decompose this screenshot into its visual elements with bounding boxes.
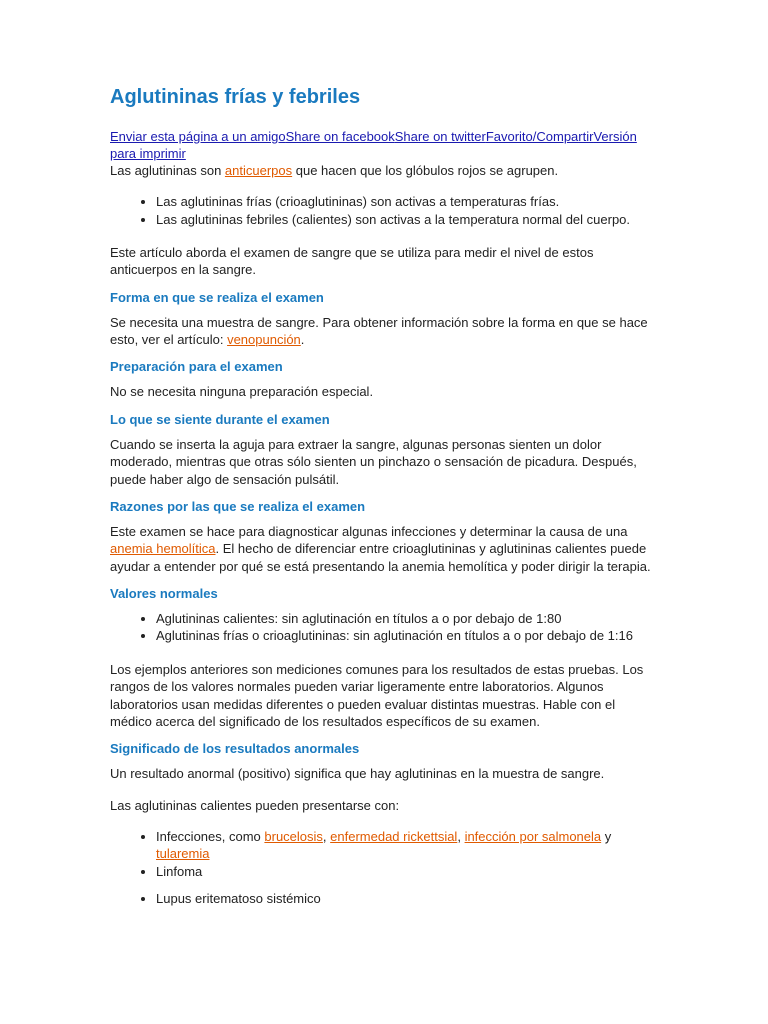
razones-text: Este examen se hace para diagnosticar algunas infecciones y determinar la causa de una: [110, 524, 628, 540]
section-heading-siente: Lo que se siente durante el examen: [110, 411, 330, 427]
print-version-link[interactable]: Versión para imprimir: [110, 129, 637, 161]
antibodies-link[interactable]: anticuerpos: [224, 163, 293, 178]
salmonella-infection-link[interactable]: infección por salmonela: [464, 829, 602, 845]
list-item: • Las aglutininas febriles (calientes) son activas a la temperatura normal del cuerpo.: [156, 211, 660, 228]
send-to-friend-link[interactable]: Enviar esta página a un amigo: [110, 129, 286, 144]
tularemia-link[interactable]: tularemia: [156, 846, 210, 862]
intro-text-before: Las aglutininas son: [110, 163, 225, 178]
razones-paragraph: [110, 523, 660, 575]
warm-agglutinins-intro: Las aglutininas calientes pueden presentarse con:: [110, 797, 400, 813]
venipuncture-link[interactable]: venopunción: [227, 332, 301, 348]
abnormal-causes-list: [110, 828, 660, 907]
list-item: • Aglutininas frías o crioaglutininas: sin aglutinación en títulos a o por debajo de 1:16: [156, 627, 660, 644]
separator: ,: [457, 829, 465, 845]
list-item: • Aglutininas calientes: sin aglutinación en títulos a o por debajo de 1:80: [156, 610, 660, 627]
siente-paragraph: Cuando se inserta la aguja para extraer la sangre, algunas personas sienten un dolor moderado, mientras que otras sólo sienten un pinchazo o sensación de picadura. Después, puede haber algo de sensación pulsátil.: [110, 436, 637, 487]
section-heading-preparacion: Preparación para el examen: [110, 359, 283, 375]
normal-values-list: [110, 610, 660, 644]
razones-text-end: . El hecho de diferenciar entre crioaglutininas y aglutininas calientes puede ayudar a entender por qué se está presentando la anemia hemolítica y poder dirigir la terapia.: [110, 541, 651, 574]
section-heading-razones: Razones por las que se realiza el examen: [110, 499, 366, 515]
hemolytic-anemia-link[interactable]: anemia hemolítica: [110, 541, 216, 557]
list-item: • Linfoma: [156, 863, 660, 880]
section-heading-valores: Valores normales: [110, 586, 218, 602]
page-title: Aglutininas frías y febriles: [110, 86, 361, 108]
article: [110, 84, 660, 907]
intro-paragraph: [110, 162, 660, 179]
about-paragraph: Este artículo aborda el examen de sangre que se utiliza para medir el nivel de estos anticuerpos en la sangre.: [110, 244, 594, 278]
infections-text: Infecciones, como: [156, 829, 265, 845]
separator: ,: [322, 829, 331, 845]
list-item: • Las aglutininas frías (crioaglutininas) son activas a temperaturas frías.: [156, 193, 660, 210]
valores-note-paragraph: Los ejemplos anteriores son mediciones comunes para los resultados de estas pruebas. Los rangos de los valores normales pueden variar ligeramente entre laboratorios. Algunos laboratorios usan medidas diferentes o pueden evaluar distintas muestras. Hable con el médico acerca del significado de los resultados específicos de su examen.: [110, 661, 644, 729]
intro-list: [110, 193, 660, 227]
forma-paragraph: [110, 314, 660, 349]
list-item-infections: [156, 828, 660, 862]
share-facebook-link[interactable]: Share on facebook: [285, 129, 395, 144]
brucellosis-link[interactable]: brucelosis: [264, 829, 323, 845]
section-heading-forma: Forma en que se realiza el examen: [110, 289, 324, 305]
preparacion-paragraph: No se necesita ninguna preparación especial.: [110, 384, 374, 400]
share-bar: [110, 128, 660, 162]
rickettsial-disease-link[interactable]: enfermedad rickettsial: [330, 829, 458, 845]
list-item: • Lupus eritematoso sistémico: [156, 890, 660, 907]
forma-text-end: .: [300, 332, 305, 348]
intro-text-after: que hacen que los glóbulos rojos se agrupen.: [292, 163, 559, 178]
favorite-share-link[interactable]: Favorito/Compartir: [485, 129, 594, 144]
share-twitter-link[interactable]: Share on twitter: [394, 129, 486, 144]
anormales-paragraph: Un resultado anormal (positivo) significa que hay aglutininas en la muestra de sangre.: [110, 766, 605, 782]
section-heading-anormales: Significado de los resultados anormales: [110, 741, 360, 757]
separator: y: [601, 829, 612, 845]
forma-text: Se necesita una muestra de sangre. Para obtener información sobre la forma en que se hace esto, ver el artículo:: [110, 314, 648, 348]
